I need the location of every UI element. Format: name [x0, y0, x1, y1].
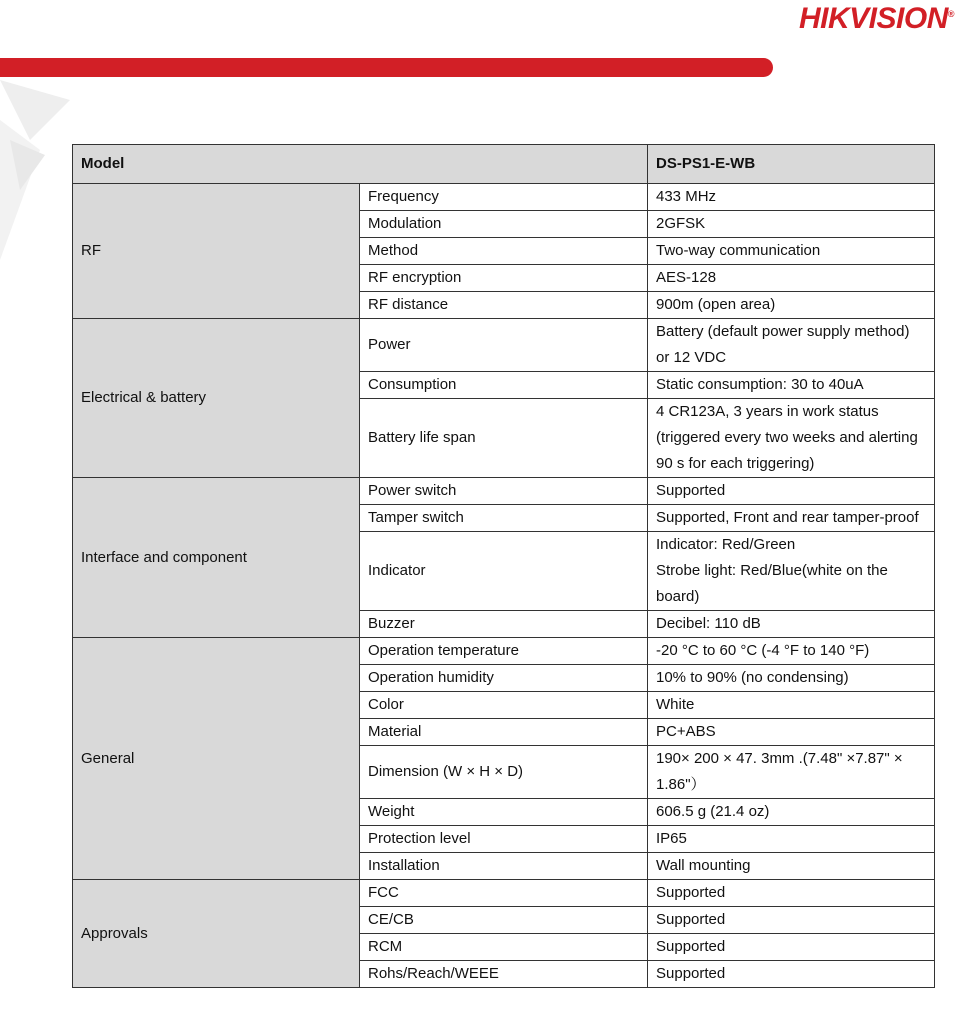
- param-cell: RCM: [360, 934, 648, 961]
- value-cell: 606.5 g (21.4 oz): [648, 799, 935, 826]
- value-cell: Supported: [648, 934, 935, 961]
- table-row: [73, 880, 935, 907]
- param-cell: Power: [360, 319, 648, 372]
- value-cell: Supported: [648, 961, 935, 988]
- param-cell: Rohs/Reach/WEEE: [360, 961, 648, 988]
- param-cell: CE/CB: [360, 907, 648, 934]
- param-cell: Indicator: [360, 532, 648, 611]
- value-cell: 433 MHz: [648, 184, 935, 211]
- table-header-row: [73, 145, 935, 184]
- value-cell: AES-128: [648, 265, 935, 292]
- param-cell: Operation humidity: [360, 665, 648, 692]
- value-cell: Battery (default power supply method) or 12 VDC: [648, 319, 935, 372]
- table-row: [73, 319, 935, 372]
- group-interface-component: Interface and component: [73, 478, 360, 638]
- red-header-bar: [0, 58, 773, 77]
- param-cell: FCC: [360, 880, 648, 907]
- param-cell: Material: [360, 719, 648, 746]
- value-cell: Wall mounting: [648, 853, 935, 880]
- value-cell: White: [648, 692, 935, 719]
- model-label: Model: [73, 145, 648, 184]
- value-cell: Supported: [648, 478, 935, 505]
- param-cell: Tamper switch: [360, 505, 648, 532]
- param-cell: Protection level: [360, 826, 648, 853]
- value-cell: Supported, Front and rear tamper-proof: [648, 505, 935, 532]
- value-cell: Static consumption: 30 to 40uA: [648, 372, 935, 399]
- param-cell: Weight: [360, 799, 648, 826]
- param-cell: Modulation: [360, 211, 648, 238]
- table-row: [73, 478, 935, 505]
- value-cell: -20 °C to 60 °C (-4 °F to 140 °F): [648, 638, 935, 665]
- value-cell: 2GFSK: [648, 211, 935, 238]
- spec-table: [72, 144, 935, 988]
- value-cell: 190× 200 × 47. 3mm .(7.48" ×7.87" × 1.86"）: [648, 746, 935, 799]
- param-cell: Buzzer: [360, 611, 648, 638]
- group-electrical-battery: Electrical & battery: [73, 319, 360, 478]
- value-cell: Supported: [648, 907, 935, 934]
- group-approvals: Approvals: [73, 880, 360, 988]
- param-cell: Operation temperature: [360, 638, 648, 665]
- value-cell: Supported: [648, 880, 935, 907]
- table-row: [73, 184, 935, 211]
- group-rf: RF: [73, 184, 360, 319]
- param-cell: RF encryption: [360, 265, 648, 292]
- param-cell: Dimension (W × H × D): [360, 746, 648, 799]
- value-cell: PC+ABS: [648, 719, 935, 746]
- param-cell: Power switch: [360, 478, 648, 505]
- group-general: General: [73, 638, 360, 880]
- value-cell: 10% to 90% (no condensing): [648, 665, 935, 692]
- param-cell: RF distance: [360, 292, 648, 319]
- value-cell: 900m (open area): [648, 292, 935, 319]
- value-cell: IP65: [648, 826, 935, 853]
- value-cell: Decibel: 110 dB: [648, 611, 935, 638]
- hikvision-logo: HIKVISION®: [799, 2, 954, 35]
- watermark-graphic: [0, 80, 80, 260]
- param-cell: Frequency: [360, 184, 648, 211]
- value-cell: Two-way communication: [648, 238, 935, 265]
- param-cell: Color: [360, 692, 648, 719]
- param-cell: Consumption: [360, 372, 648, 399]
- model-value: DS-PS1-E-WB: [648, 145, 935, 184]
- param-cell: Method: [360, 238, 648, 265]
- param-cell: Installation: [360, 853, 648, 880]
- value-cell: Indicator: Red/Green Strobe light: Red/Blue(white on the board): [648, 532, 935, 611]
- value-cell: 4 CR123A, 3 years in work status (triggered every two weeks and alerting 90 s for each triggering): [648, 399, 935, 478]
- table-row: [73, 638, 935, 665]
- param-cell: Battery life span: [360, 399, 648, 478]
